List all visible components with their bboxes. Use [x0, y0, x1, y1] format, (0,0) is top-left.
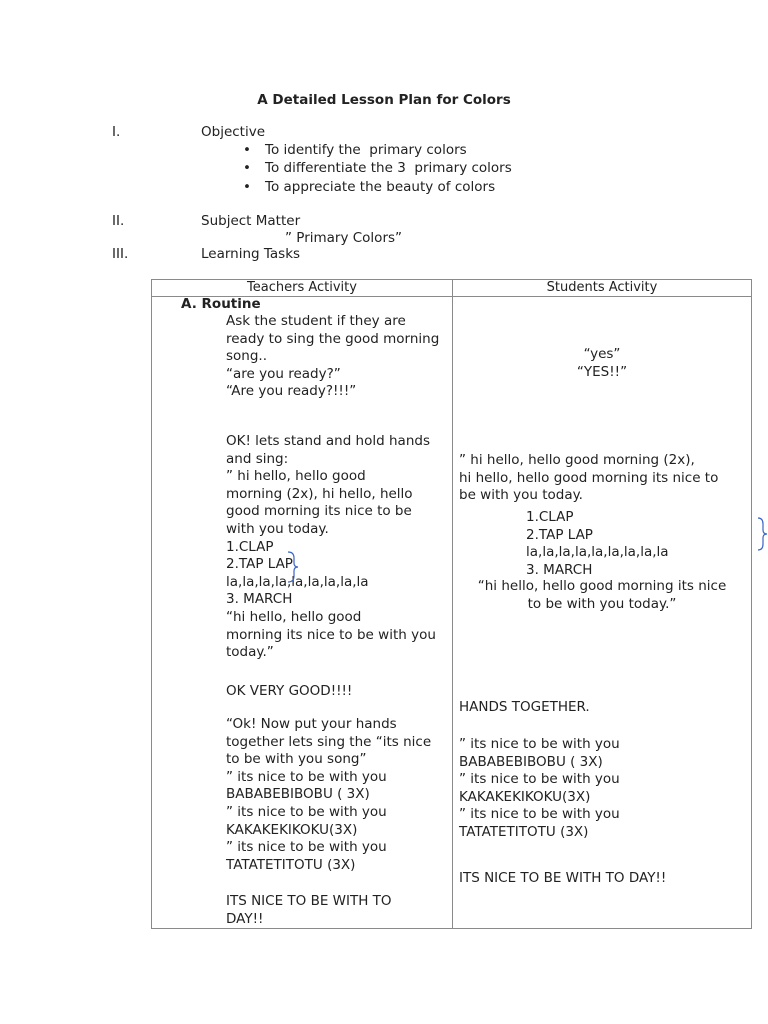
section-heading-learning-tasks: Learning Tasks — [201, 246, 301, 262]
student-activity-block: ” its nice to be with you BABABEBIBOBU ( 3X) ” its nice to be with you KAKAKEKIKOKU(3X) ” its nice to be with you TATATETITOTU (3X) — [459, 736, 620, 840]
activity-table — [151, 279, 752, 929]
curly-brace-annotation-icon — [756, 516, 768, 552]
student-activity-block: “hi hello, hello good morning its nice to be with you today.” — [477, 578, 727, 612]
section-numeral-3: III. — [112, 246, 129, 262]
section-numeral-1: I. — [112, 124, 121, 140]
document-title: A Detailed Lesson Plan for Colors — [257, 92, 511, 108]
section-heading-objective: Objective — [201, 124, 266, 140]
teacher-activity-block: Ask the student if they are ready to sing the good morning song.. “are you ready?” “Are you ready?!!!” — [226, 313, 440, 400]
section-heading-subject-matter: Subject Matter — [201, 213, 301, 229]
subject-matter-value: ” Primary Colors” — [285, 230, 403, 246]
teacher-activity-block: ITS NICE TO BE WITH TO DAY!! — [226, 893, 392, 927]
student-activity-block: “yes” “YES!!” — [576, 346, 628, 380]
table-header-teachers: Teachers Activity — [247, 280, 357, 295]
table-header-students: Students Activity — [546, 280, 658, 295]
routine-heading: A. Routine — [181, 296, 261, 312]
student-activity-block: ITS NICE TO BE WITH TO DAY!! — [459, 870, 667, 886]
student-activity-block: ” hi hello, hello good morning (2x), hi hello, hello good morning its nice to be with you today. — [459, 452, 719, 504]
objective-item: • To identify the primary colors — [265, 142, 467, 159]
teacher-activity-block: “Ok! Now put your hands together lets sing the “its nice to be with you song” ” its nice to be with you BABABEBIBOBU ( 3X) ” its nice to be with you KAKAKEKIKOKU(3X) ” its nice to be with you TATATETITOTU (3X) — [226, 716, 432, 873]
curly-brace-annotation-icon — [286, 550, 300, 584]
student-activity-block: 1.CLAP 2.TAP LAP la,la,la,la,la,la,la,la,la 3. MARCH — [526, 509, 669, 578]
objective-item: • To appreciate the beauty of colors — [265, 179, 495, 196]
objective-item: • To differentiate the 3 primary colors — [265, 160, 512, 177]
student-activity-block: HANDS TOGETHER. — [459, 699, 590, 715]
teacher-activity-block: OK VERY GOOD!!!! — [226, 683, 353, 699]
teacher-activity-block: OK! lets stand and hold hands and sing: ” hi hello, hello good morning (2x), hi hello, hello good morning its nice to be with you today. 1.CLAP 2.TAP LAP la,la,la,la,la,la,la,la,la 3. MARCH “hi hello, hello good morning its nice to be with you today.” — [226, 433, 436, 661]
section-numeral-2: II. — [112, 213, 125, 229]
